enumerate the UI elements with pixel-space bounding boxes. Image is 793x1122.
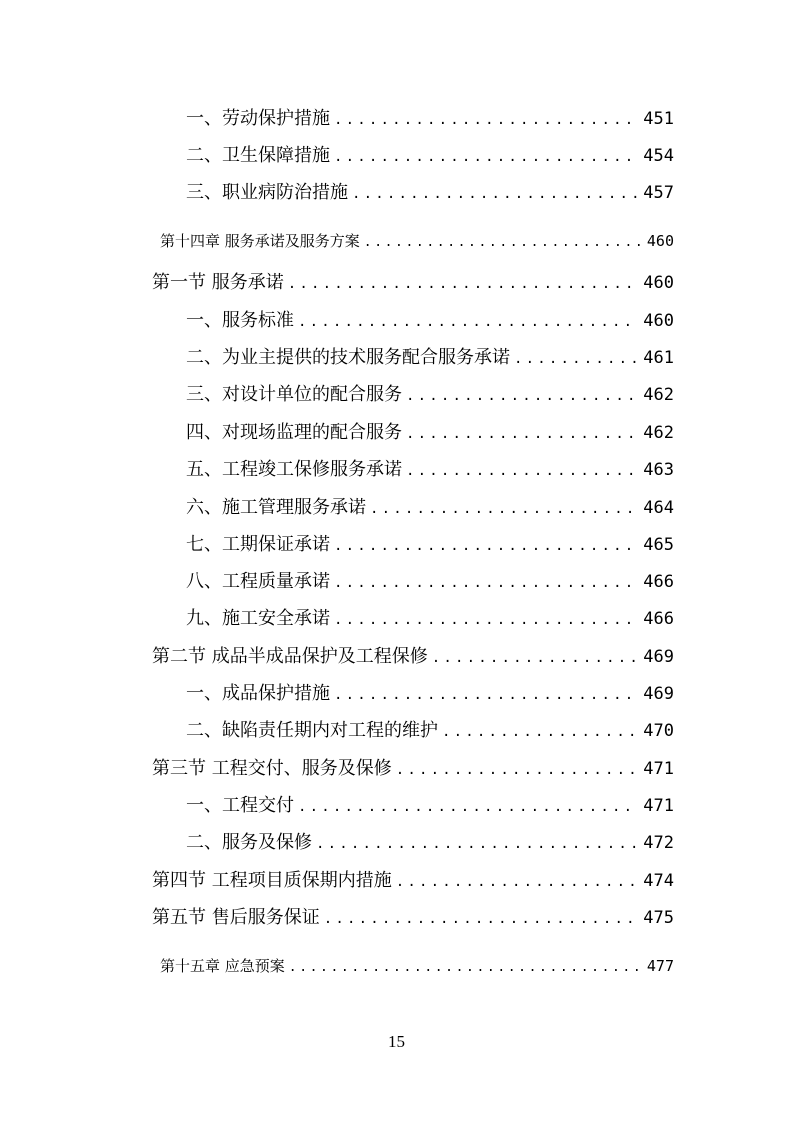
toc-entry-label: 第三节 工程交付、服务及保修: [152, 758, 392, 779]
toc-dot-leader: [316, 832, 637, 856]
toc-entry-page: 469: [643, 684, 674, 704]
toc-entry-label: 第四节 工程项目质保期内措施: [152, 870, 392, 891]
toc-entry-page: 472: [643, 833, 674, 853]
toc-section-entry[interactable]: [152, 869, 674, 893]
toc-entry-label: 五、工程竣工保修服务承诺: [186, 459, 402, 480]
toc-entry[interactable]: [186, 719, 674, 743]
toc-entry[interactable]: [186, 794, 674, 818]
toc-entry[interactable]: [186, 831, 674, 855]
toc-entry[interactable]: [186, 458, 674, 482]
toc-dot-leader: [370, 497, 637, 521]
toc-entry-page: 474: [643, 871, 674, 891]
toc-entry-page: 466: [643, 609, 674, 629]
toc-dot-leader: [364, 231, 641, 255]
toc-dot-leader: [406, 422, 637, 446]
toc-entry-page: 457: [643, 183, 674, 203]
toc-entry-label: 二、为业主提供的技术服务配合服务承诺: [186, 347, 510, 368]
toc-entry-page: 460: [643, 311, 674, 331]
toc-entry-label: 二、缺陷责任期内对工程的维护: [186, 720, 438, 741]
toc-entry-label: 一、服务标准: [186, 310, 294, 331]
toc-dot-leader: [406, 459, 637, 483]
toc-dot-leader: [442, 720, 637, 744]
toc-entry-label: 一、劳动保护措施: [186, 108, 330, 129]
toc-dot-leader: [298, 310, 637, 334]
toc-entry[interactable]: [186, 682, 674, 706]
toc-entry-label: 一、工程交付: [186, 795, 294, 816]
toc-dot-leader: [396, 758, 638, 782]
toc-section-entry[interactable]: [152, 757, 674, 781]
toc-entry-label: 第二节 成品半成品保护及工程保修: [152, 646, 428, 667]
toc-entry-label: 三、职业病防治措施: [186, 182, 348, 203]
toc-dot-leader: [334, 145, 637, 169]
toc-entry-label: 六、施工管理服务承诺: [186, 497, 366, 518]
toc-entry-label: 九、施工安全承诺: [186, 608, 330, 629]
toc-entry-page: 464: [643, 498, 674, 518]
toc-entry-page: 460: [643, 273, 674, 293]
toc-dot-leader: [289, 956, 641, 980]
toc-dot-leader: [406, 384, 637, 408]
toc-entry-page: 451: [643, 109, 674, 129]
toc-entry-page: 461: [643, 348, 674, 368]
toc-section-entry[interactable]: [152, 906, 674, 930]
toc-dot-leader: [432, 646, 638, 670]
toc-entry-label: 二、服务及保修: [186, 832, 312, 853]
toc-entry[interactable]: [186, 383, 674, 407]
toc-dot-leader: [514, 347, 637, 371]
toc-section-entry[interactable]: [152, 645, 674, 669]
toc-entry-page: 477: [646, 957, 674, 975]
toc-entry-page: 471: [643, 759, 674, 779]
toc-dot-leader: [334, 108, 637, 132]
toc-entry[interactable]: [186, 607, 674, 631]
toc-dot-leader: [334, 534, 637, 558]
toc-entry-page: 462: [643, 385, 674, 405]
toc-entry[interactable]: [186, 570, 674, 594]
toc-section-entry[interactable]: [152, 271, 674, 295]
toc-entry-page: 470: [643, 721, 674, 741]
toc-dot-leader: [334, 683, 637, 707]
toc-entry[interactable]: [186, 346, 674, 370]
toc-dot-leader: [334, 571, 637, 595]
toc-entry[interactable]: [186, 144, 674, 168]
toc-entry[interactable]: [186, 496, 674, 520]
toc-entry-page: 471: [643, 796, 674, 816]
toc-entry-label: 第一节 服务承诺: [152, 272, 284, 293]
toc-entry-page: 469: [643, 647, 674, 667]
toc-dot-leader: [324, 907, 638, 931]
toc-chapter-entry[interactable]: [160, 954, 674, 978]
toc-dot-leader: [352, 182, 637, 206]
toc-entry[interactable]: [186, 107, 674, 131]
toc-entry-label: 第五节 售后服务保证: [152, 907, 320, 928]
toc-entry-label: 第十五章 应急预案: [160, 957, 285, 975]
toc-entry-page: 475: [643, 908, 674, 928]
toc-dot-leader: [298, 795, 637, 819]
toc-entry-page: 463: [643, 460, 674, 480]
toc-chapter-entry[interactable]: [160, 229, 674, 253]
toc-entry[interactable]: [186, 309, 674, 333]
toc-entry[interactable]: [186, 181, 674, 205]
toc-dot-leader: [334, 608, 637, 632]
toc-entry-page: 465: [643, 535, 674, 555]
toc-entry-label: 四、对现场监理的配合服务: [186, 422, 402, 443]
toc-entry-label: 一、成品保护措施: [186, 683, 330, 704]
toc-entry-page: 466: [643, 572, 674, 592]
toc-entry-label: 七、工期保证承诺: [186, 534, 330, 555]
toc-dot-leader: [288, 272, 638, 296]
toc-dot-leader: [396, 870, 638, 894]
page-number: 15: [388, 1032, 405, 1051]
toc-entry-page: 462: [643, 423, 674, 443]
toc-entry-label: 第十四章 服务承诺及服务方案: [160, 232, 360, 250]
toc-entry[interactable]: [186, 421, 674, 445]
toc-entry[interactable]: [186, 533, 674, 557]
toc-entry-label: 八、工程质量承诺: [186, 571, 330, 592]
toc-entry-page: 454: [643, 146, 674, 166]
toc-entry-label: 三、对设计单位的配合服务: [186, 384, 402, 405]
toc-entry-label: 二、卫生保障措施: [186, 145, 330, 166]
toc-entry-page: 460: [646, 232, 674, 250]
